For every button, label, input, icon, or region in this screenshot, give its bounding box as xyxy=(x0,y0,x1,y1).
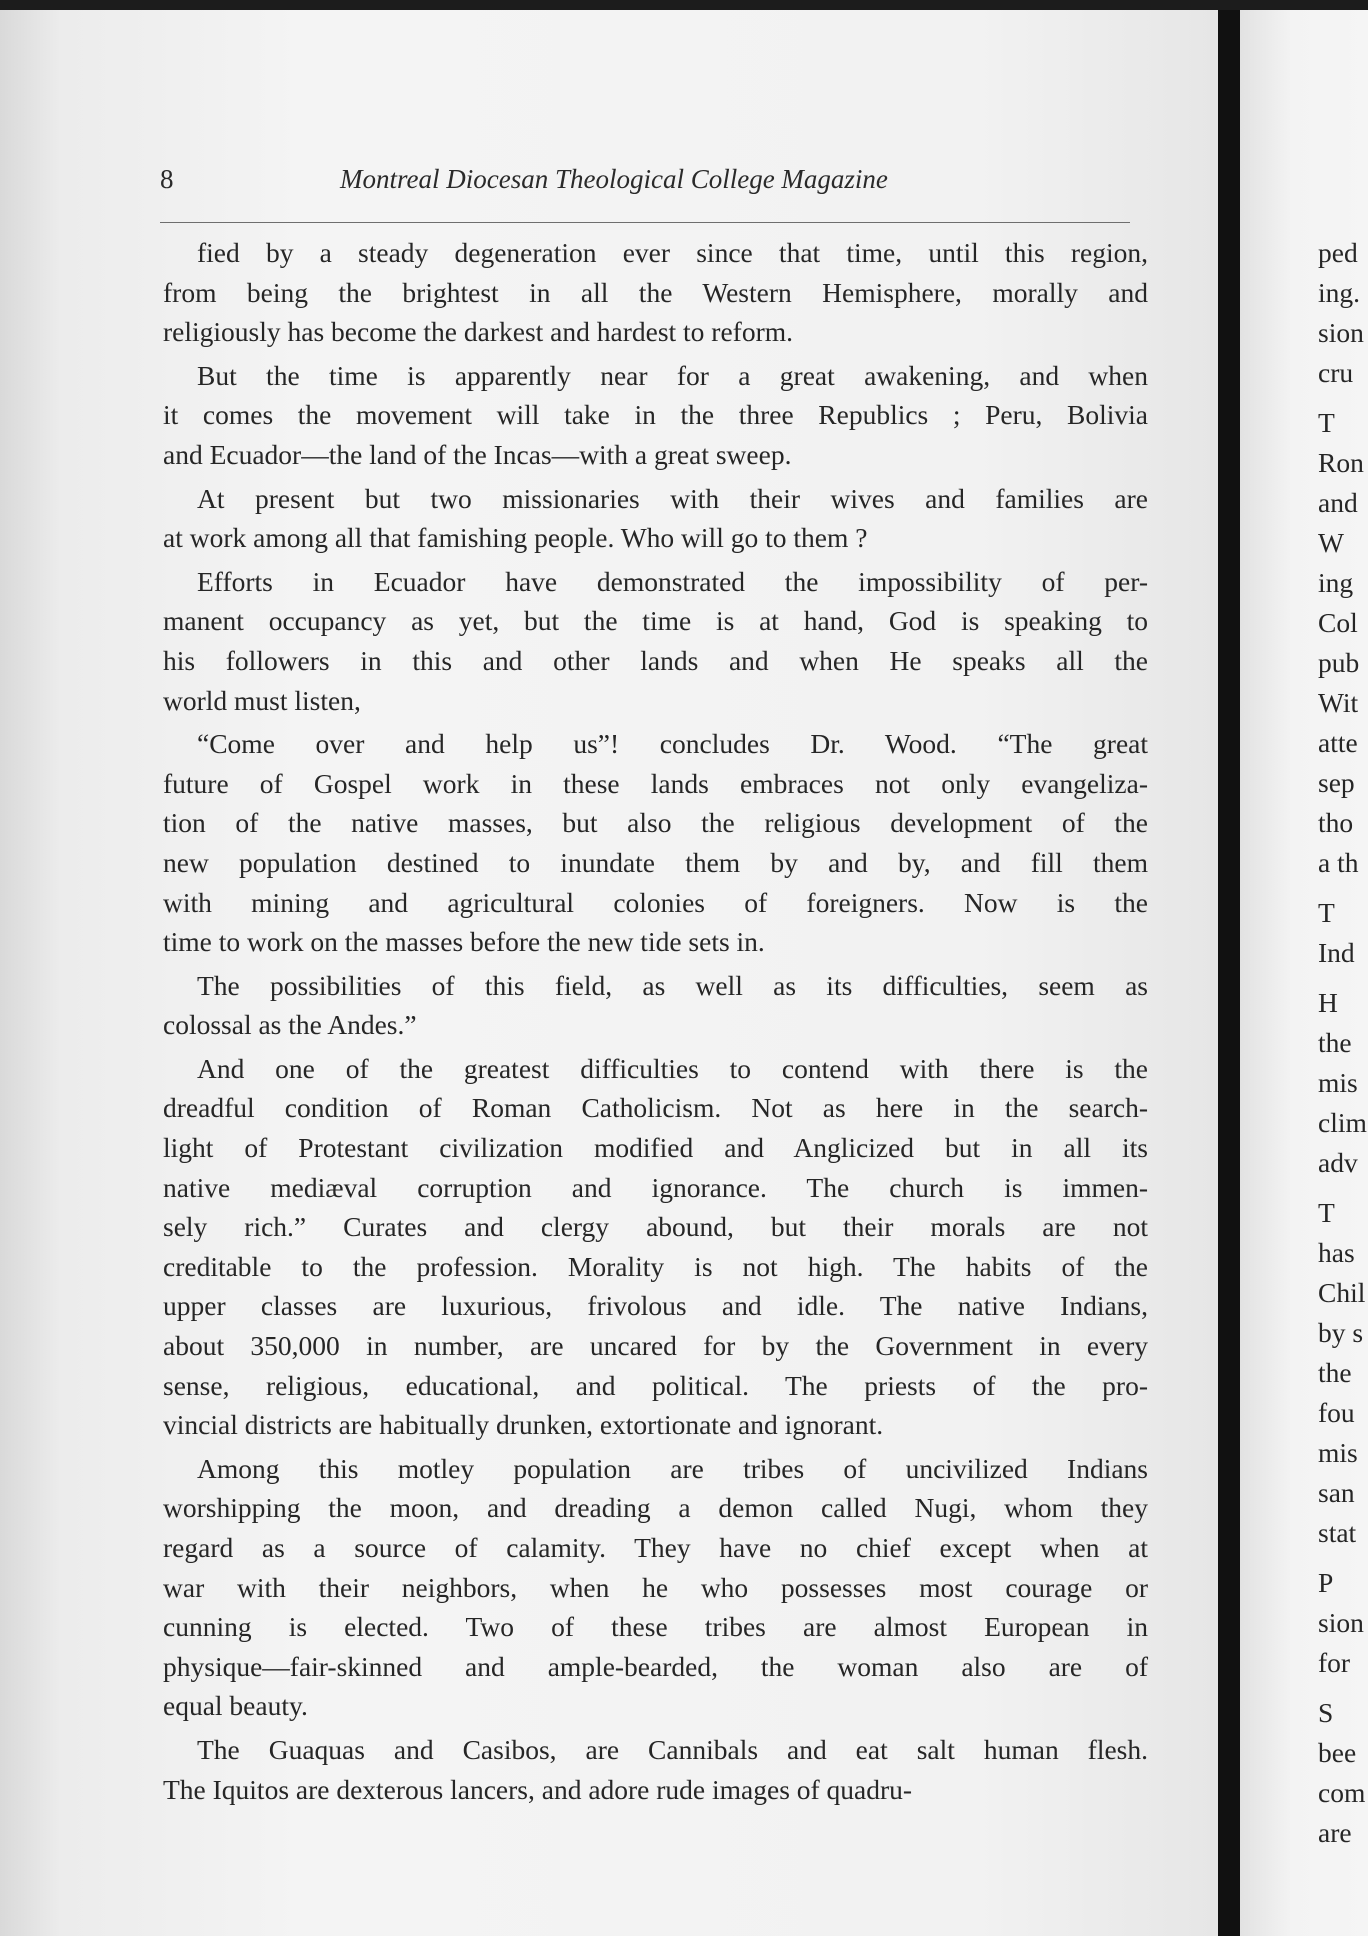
text-line: religiously has become the darkest and hardest to reform. xyxy=(163,316,794,348)
text-line: and Ecuador—the land of the Incas—with a great sweep. xyxy=(163,438,792,470)
text-line: cunning is elected. Two of these tribes are almost European in xyxy=(163,1611,1148,1643)
right-page-fragment: has xyxy=(1318,1237,1355,1268)
right-page-fragment: the xyxy=(1318,1027,1352,1058)
right-page-fragment: S xyxy=(1318,1697,1334,1728)
right-page-fragment: Col xyxy=(1318,607,1358,638)
right-page-fragment: Chil xyxy=(1318,1277,1366,1308)
text-line: Efforts in Ecuador have demonstrated the impossibility of per- xyxy=(197,565,1148,597)
text-line: The Guaquas and Casibos, are Cannibals and eat salt human flesh. xyxy=(197,1733,1148,1765)
right-page-fragment: Wit xyxy=(1318,687,1359,718)
text-line: from being the brightest in all the Western Hemisphere, morally and xyxy=(163,276,1148,308)
text-line: world must listen, xyxy=(163,684,361,716)
text-line: time to work on the masses before the new tide sets in. xyxy=(163,926,765,958)
right-page-fragment: stat xyxy=(1318,1517,1357,1548)
right-page-fragment: cru xyxy=(1318,357,1354,388)
right-page-fragment: for xyxy=(1318,1647,1351,1678)
text-line: about 350,000 in number, are uncared for by the Government in every xyxy=(163,1330,1148,1362)
paragraph xyxy=(163,1049,1148,1445)
paragraph xyxy=(163,966,1148,1045)
page-number: 8 xyxy=(160,164,174,194)
right-page-fragment: com xyxy=(1318,1777,1366,1808)
right-page-fragment: the xyxy=(1318,1357,1352,1388)
book-gutter xyxy=(1218,10,1240,1936)
text-line: Among this motley population are tribes of uncivilized Indians xyxy=(197,1452,1148,1484)
right-page-fragment: ing xyxy=(1318,567,1354,598)
right-page-fragment: sep xyxy=(1318,767,1355,798)
text-line: worshipping the moon, and dreading a demon called Nugi, whom they xyxy=(163,1492,1148,1524)
text-line: “Come over and help us”! concludes Dr. Wood. “The great xyxy=(197,728,1148,760)
text-line: manent occupancy as yet, but the time is at hand, God is speaking to xyxy=(163,605,1148,637)
text-line: with mining and agricultural colonies of foreigners. Now is the xyxy=(163,886,1148,918)
text-line: it comes the movement will take in the three Republics ; Peru, Bolivia xyxy=(163,399,1148,431)
right-page-fragment: are xyxy=(1318,1817,1352,1848)
right-page-fragment: sion xyxy=(1318,1607,1364,1638)
text-line: new population destined to inundate them by and by, and fill them xyxy=(163,846,1148,878)
text-line: creditable to the profession. Morality is not high. The habits of the xyxy=(163,1250,1148,1282)
right-page-fragment: and xyxy=(1318,487,1358,518)
right-page-fragment: ing. xyxy=(1318,277,1361,308)
text-line: equal beauty. xyxy=(163,1690,308,1722)
text-line: vincial districts are habitually drunken, extortionate and ignorant. xyxy=(163,1409,884,1441)
text-line: sely rich.” Curates and clergy abound, but their morals are not xyxy=(163,1211,1148,1243)
text-line: regard as a source of calamity. They have no chief except when at xyxy=(163,1532,1148,1563)
right-page-fragment: T xyxy=(1318,1197,1335,1228)
text-line: dreadful condition of Roman Catholicism. Not as here in the search- xyxy=(163,1092,1148,1124)
text-line: physique—fair-skinned and ample-bearded, the woman also are of xyxy=(163,1650,1148,1682)
running-title: Montreal Diocesan Theological College Magazine xyxy=(340,164,888,194)
right-page-fragment: P xyxy=(1318,1567,1334,1598)
right-page-fragment: T xyxy=(1318,407,1335,438)
paragraph xyxy=(163,479,1148,558)
paragraph xyxy=(163,724,1148,962)
text-line: The Iquitos are dexterous lancers, and adore rude images of quadru- xyxy=(163,1773,913,1805)
article-body xyxy=(163,233,1148,1809)
text-line: future of Gospel work in these lands embraces not only evangeliza- xyxy=(163,767,1148,799)
text-line: tion of the native masses, but also the religious development of the xyxy=(163,807,1148,839)
paragraph xyxy=(163,562,1148,720)
text-line: sense, religious, educational, and political. The priests of the pro- xyxy=(163,1369,1148,1401)
header-rule xyxy=(160,222,1130,223)
text-line: fied by a steady degeneration ever since that time, until this region, xyxy=(197,237,1148,268)
text-line: light of Protestant civilization modified and Anglicized but in all its xyxy=(163,1132,1148,1164)
right-page-fragment: pub xyxy=(1318,647,1360,678)
right-page-fragment: mis xyxy=(1318,1437,1358,1468)
text-line: And one of the greatest difficulties to contend with there is the xyxy=(197,1052,1148,1084)
text-line: war with their neighbors, when he who possesses most courage or xyxy=(163,1571,1148,1603)
paragraph xyxy=(163,1449,1148,1726)
right-page-fragment: Ind xyxy=(1318,937,1355,968)
page-header xyxy=(160,158,1130,198)
right-page-fragment: T xyxy=(1318,897,1335,928)
right-page-fragment: san xyxy=(1318,1477,1355,1508)
paragraph xyxy=(163,233,1148,352)
paragraph xyxy=(163,356,1148,475)
right-page-fragment: atte xyxy=(1318,727,1358,758)
right-page-fragment: mis xyxy=(1318,1067,1358,1098)
right-page-fragment: Ron xyxy=(1318,447,1364,478)
right-page-fragment: bee xyxy=(1318,1737,1357,1768)
text-line: native mediæval corruption and ignorance. The church is immen- xyxy=(163,1171,1148,1203)
text-line: his followers in this and other lands and when He speaks all the xyxy=(163,644,1148,676)
text-line: upper classes are luxurious, frivolous and idle. The native Indians, xyxy=(163,1290,1148,1322)
right-page-fragment: sion xyxy=(1318,317,1364,348)
right-page-fragment: by s xyxy=(1318,1317,1364,1348)
text-line: The possibilities of this field, as well as its difficulties, seem as xyxy=(197,969,1148,1001)
right-page-fragment: ped xyxy=(1318,237,1358,268)
right-page-fragment: clim xyxy=(1318,1107,1367,1138)
text-line: At present but two missionaries with their wives and families are xyxy=(197,482,1148,514)
text-line: colossal as the Andes.” xyxy=(163,1009,417,1041)
right-page-fragment: W xyxy=(1318,527,1344,558)
text-line: at work among all that famishing people. Who will go to them ? xyxy=(163,522,868,554)
right-page-fragment: fou xyxy=(1318,1397,1355,1428)
right-page-fragment: tho xyxy=(1318,807,1354,838)
right-page-fragment: H xyxy=(1318,987,1338,1018)
right-page-fragment: adv xyxy=(1318,1147,1358,1178)
paragraph xyxy=(163,1730,1148,1809)
text-line: But the time is apparently near for a great awakening, and when xyxy=(197,359,1148,391)
right-page-fragment: a th xyxy=(1318,847,1359,878)
